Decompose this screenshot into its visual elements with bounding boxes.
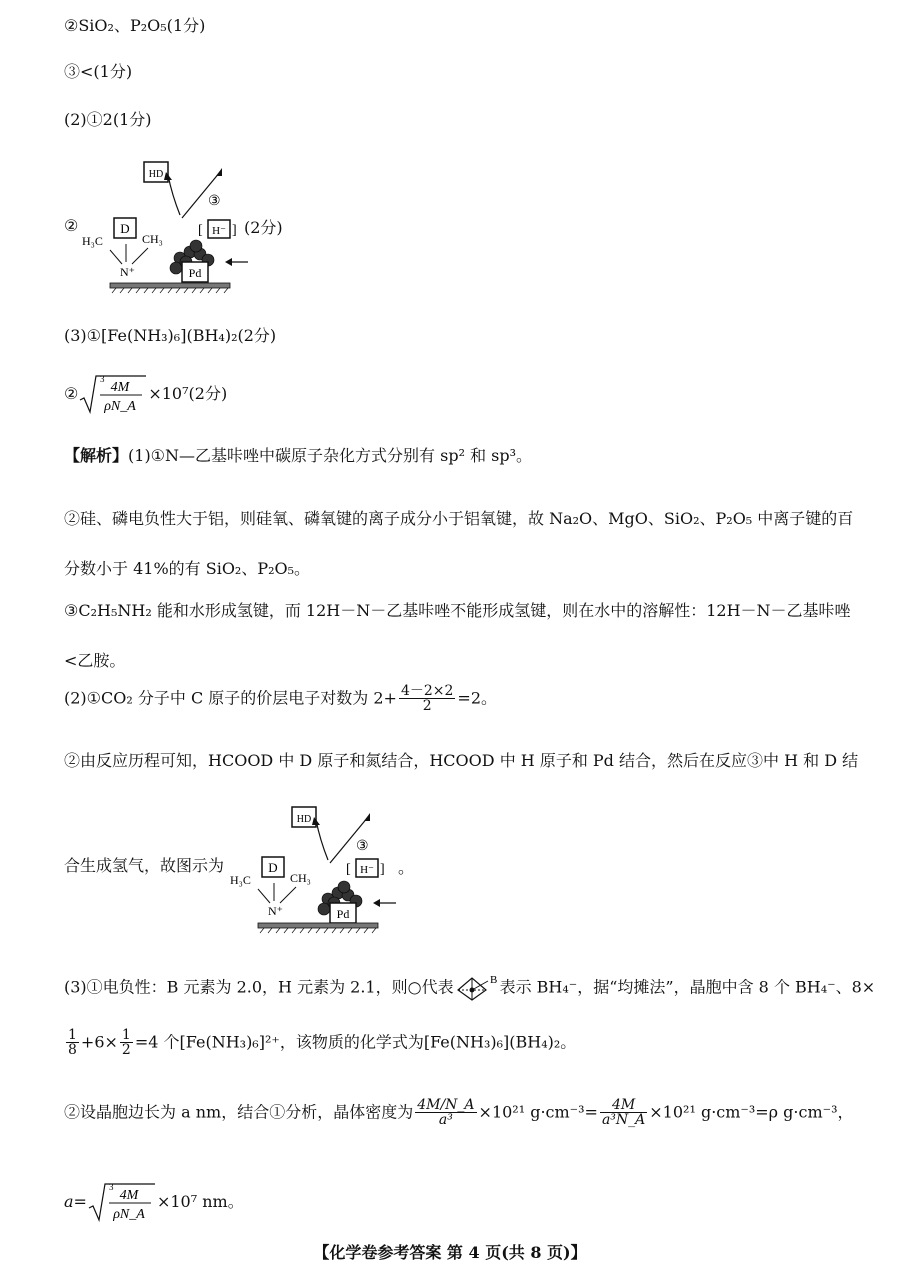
- svg-text:3: 3: [100, 374, 105, 384]
- svg-text:B: B: [489, 974, 497, 986]
- svg-text:CH₃: CH₃: [290, 871, 311, 885]
- diagram-h3c: H₃C: [82, 234, 103, 248]
- bh4-tetrahedron-icon: [454, 974, 500, 1002]
- svg-text:4M: 4M: [119, 1188, 139, 1203]
- svg-text:N⁺: N⁺: [268, 904, 283, 918]
- svg-text:]: ]: [232, 223, 237, 238]
- svg-text:4M: 4M: [111, 380, 130, 395]
- analysis-p8: $\frac{1}{8}$ +6× $\frac{1}{2}$ =4 个[Fe(NH₃)₆]²⁺，该物质的化学式为[Fe(NH₃)₆](BH₄)₂。: [68, 1027, 577, 1058]
- answer-2-2-prefix: ②: [64, 216, 79, 235]
- answer-2-1: (2)①2(1分): [64, 110, 152, 129]
- analysis-p9: ②设晶胞边长为 a nm，结合①分析，晶体密度为 $\frac{4M/N\_A}{\text{a³}}$ ×10²¹ g·cm⁻³= $\frac{4M}{\text{a³N\_A}}$ ×10²¹ g·cm⁻³=ρ g·cm⁻³，: [64, 1097, 854, 1128]
- svg-text:D: D: [268, 860, 278, 875]
- analysis-p10: a= 3 4M ρN_A ×10⁷ nm。: [64, 1182, 244, 1222]
- answer-3-2: [64, 372, 227, 416]
- reaction-diagram-1: [80, 150, 320, 300]
- diagram-pd: Pd: [188, 266, 202, 280]
- analysis-p1: 【解析】(1)①N—乙基咔唑中碳原子杂化方式分别有 sp² 和 sp³。: [64, 446, 533, 465]
- answer-3-1: (3)①[Fe(NH₃)₆](BH₄)₂(2分): [64, 326, 277, 345]
- diagram-hd-label: HD: [148, 169, 164, 180]
- page-footer: 【化学卷参考答案 第 4 页(共 8 页)】: [313, 1243, 587, 1262]
- diagram-h-label: H⁻: [212, 225, 226, 237]
- svg-text:H⁻: H⁻: [360, 864, 374, 876]
- cube-root-2: [87, 1180, 157, 1224]
- answer-3-2-prefix: ②: [64, 384, 79, 403]
- svg-text:[: [: [346, 862, 351, 877]
- analysis-p7: (3)①电负性：B 元素为 2.0，H 元素为 2.1，则○代表 B 表示 BH₄⁻，据“均摊法”，晶胞中含 8 个 BH₄⁻、8×: [64, 974, 875, 1002]
- cube-root-1: [78, 372, 148, 416]
- svg-text:3: 3: [108, 1182, 114, 1192]
- answer-1-2: ②SiO₂、P₂O₅(1分): [64, 16, 206, 35]
- analysis-p3: ③C₂H₅NH₂ 能和水形成氢键，而 12H－N－乙基咔唑不能形成氢键，则在水中的溶解性：12H－N－乙基咔唑<乙胺。: [64, 601, 851, 670]
- svg-text:ρN_A: ρN_A: [104, 399, 137, 414]
- analysis-p2: ②硅、磷电负性大于铝，则硅氧、磷氧键的离子成分小于铝氧键，故 Na₂O、MgO、SiO₂、P₂O₅ 中离子键的百分数小于 41%的有 SiO₂、P₂O₅。: [64, 509, 854, 578]
- fraction-co2: $\frac{4-2\times 2}{2}$: [400, 683, 454, 714]
- analysis-head: 【解析】: [64, 446, 129, 465]
- diagram-ch3: CH₃: [142, 232, 163, 246]
- svg-text:HD: HD: [296, 814, 312, 825]
- analysis-p4: (2)①CO₂ 分子中 C 原子的价层电子对数为 2+ $\frac{4-2\times 2}{2}$ =2。: [64, 683, 498, 714]
- diagram-step: ③: [208, 194, 221, 209]
- diagram-n: N⁺: [120, 265, 135, 279]
- analysis-p5: ②由反应历程可知，HCOOD 中 D 原子和氮结合，HCOOD 中 H 原子和 Pd 结合，然后在反应③中 H 和 D 结: [64, 751, 859, 770]
- answer-2-2-score: (2分): [244, 218, 283, 237]
- svg-text:Pd: Pd: [336, 907, 350, 921]
- svg-text:。: 。: [398, 860, 415, 877]
- analysis-p6-pre: 合生成氢气，故图示为: [64, 856, 225, 875]
- svg-text:ρN_A: ρN_A: [113, 1207, 145, 1222]
- svg-text:H₃C: H₃C: [230, 873, 251, 887]
- reaction-diagram-2: [228, 795, 468, 945]
- svg-text:[: [: [198, 223, 203, 238]
- svg-text:]: ]: [380, 862, 385, 877]
- diagram-d-label: D: [120, 221, 130, 236]
- answer-1-3: ③<(1分): [64, 62, 133, 81]
- svg-text:③: ③: [356, 839, 369, 854]
- answer-3-2-factor: ×10⁷(2分): [148, 384, 228, 403]
